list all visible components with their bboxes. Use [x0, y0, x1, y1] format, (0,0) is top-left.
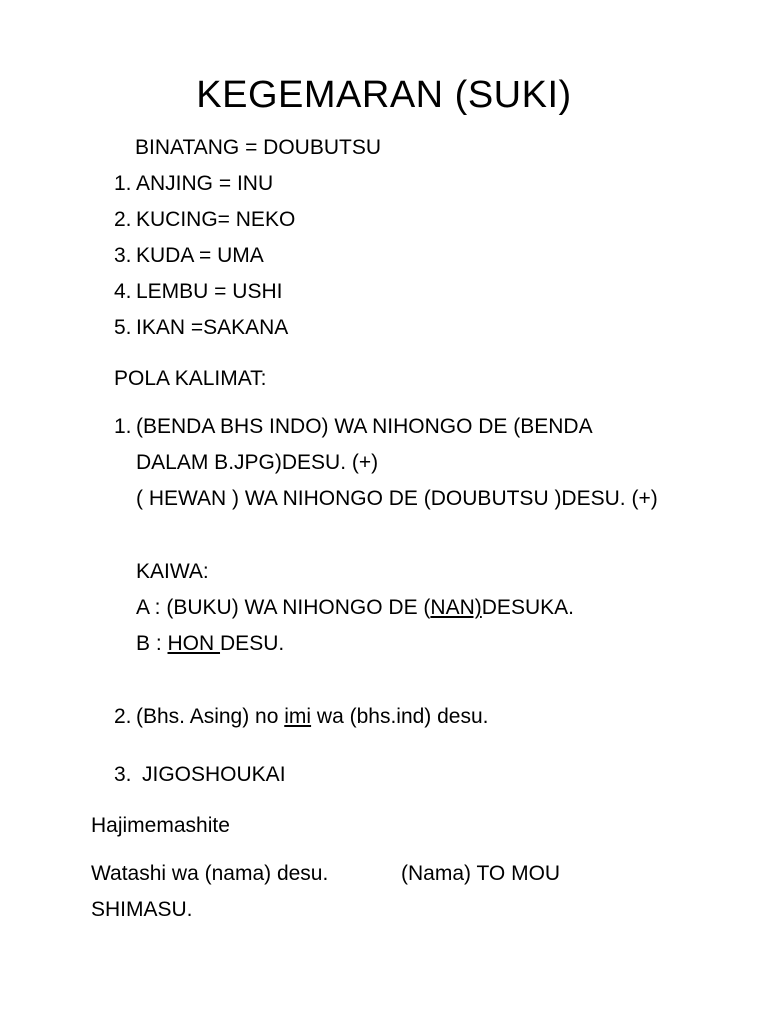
kaiwa-b-prefix: B :	[136, 632, 168, 655]
kaiwa-b-underlined: HON	[167, 632, 221, 655]
kaiwa-a-suffix: DESUKA.	[481, 596, 574, 619]
vocab-item	[114, 317, 288, 338]
pattern-1-line-1	[114, 416, 593, 437]
list-number: 3.	[114, 763, 132, 786]
intro-line-1a: Watashi wa (nama) desu.	[91, 862, 329, 885]
vocab-text: LEMBU = USHI	[136, 280, 283, 303]
kaiwa-line-a	[136, 597, 574, 618]
kaiwa-heading: KAIWA:	[136, 560, 209, 583]
list-number: 2.	[114, 705, 132, 728]
vocab-item	[114, 173, 273, 194]
list-number: 3.	[114, 244, 132, 267]
pattern-3	[114, 764, 286, 785]
pattern-text: (BENDA BHS INDO) WA NIHONGO DE (BENDA	[136, 415, 593, 438]
pattern-heading: POLA KALIMAT:	[114, 367, 267, 390]
vocab-text: IKAN =SAKANA	[136, 316, 289, 339]
intro-line-1b: (Nama) TO MOU	[401, 862, 561, 885]
kaiwa-b-suffix: DESU.	[220, 632, 285, 655]
pattern-3-text: JIGOSHOUKAI	[142, 763, 286, 786]
vocab-text: KUDA = UMA	[136, 244, 264, 267]
kaiwa-a-underlined: NAN)	[430, 596, 482, 619]
list-number: 1.	[114, 172, 132, 195]
pattern-1-line-2: DALAM B.JPG)DESU. (+)	[136, 451, 379, 474]
pattern-2-prefix: (Bhs. Asing) no	[136, 705, 285, 728]
list-number: 5.	[114, 316, 132, 339]
vocab-text: ANJING = INU	[136, 172, 274, 195]
vocab-text: KUCING= NEKO	[136, 208, 296, 231]
vocab-item	[114, 245, 264, 266]
kaiwa-a-prefix: A : (BUKU) WA NIHONGO DE (	[136, 596, 431, 619]
intro-greeting: Hajimemashite	[91, 814, 230, 837]
pattern-2-underlined: imi	[284, 705, 312, 728]
vocab-item	[114, 281, 282, 302]
pattern-2-suffix: wa (bhs.ind) desu.	[311, 705, 489, 728]
pattern-1-line-3: ( HEWAN ) WA NIHONGO DE (DOUBUTSU )DESU. (+)	[136, 487, 658, 510]
kaiwa-line-b	[136, 633, 284, 654]
list-number: 1.	[114, 415, 132, 438]
list-number: 2.	[114, 208, 132, 231]
list-number: 4.	[114, 280, 132, 303]
intro-line-2: SHIMASU.	[91, 898, 193, 921]
pattern-2	[114, 706, 489, 727]
vocab-heading: BINATANG = DOUBUTSU	[135, 136, 382, 159]
vocab-item	[114, 209, 295, 230]
page-title: KEGEMARAN (SUKI)	[196, 74, 572, 116]
